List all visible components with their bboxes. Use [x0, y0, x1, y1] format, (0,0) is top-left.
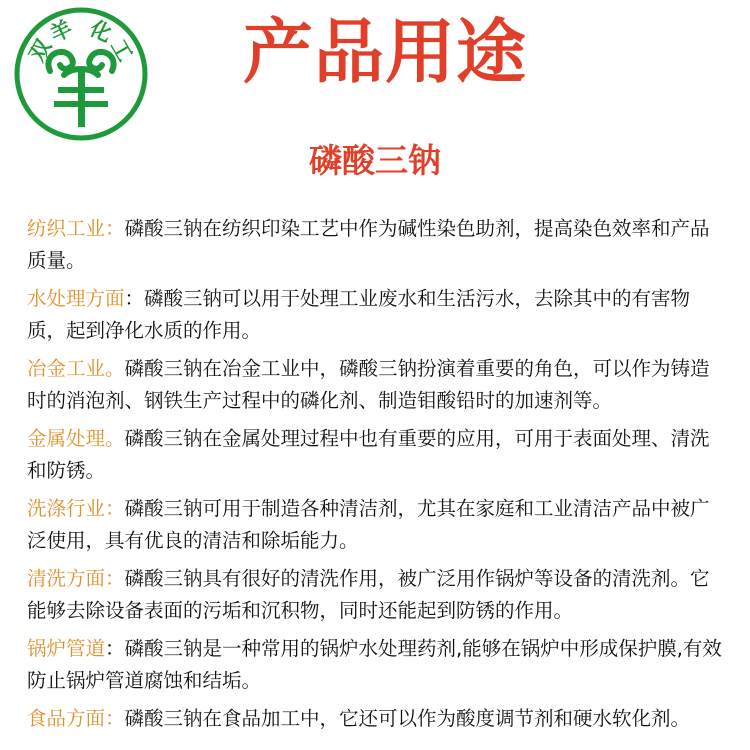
usage-item-text: 磷酸三钠在食品加工中，它还可以作为酸度调节剂和硬水软化剂。 — [124, 707, 691, 730]
usage-item-text: 磷酸三钠具有很好的清洗作用，被广泛用作锅炉等设备的清洗剂。它能够去除设备表面的污垢和沉积物，同时还能起到防锈的作用。 — [27, 567, 710, 622]
page-title-text: 产品用途 — [243, 11, 527, 93]
usage-item-label: 冶金工业。 — [27, 357, 125, 380]
usage-item-text: 磷酸三钠在纺织印染工艺中作为碱性染色助剂，提高染色效率和产品质量。 — [27, 217, 710, 272]
usage-item-label: 金属处理。 — [27, 427, 125, 450]
usage-item-label: 洗涤行业： — [27, 497, 125, 520]
usage-item-label: 清洗方面： — [27, 567, 125, 590]
product-name: 磷酸三钠 — [309, 141, 441, 180]
usage-item — [27, 283, 727, 347]
usage-item — [27, 703, 727, 735]
usage-item — [27, 633, 727, 697]
usage-list — [27, 213, 727, 741]
usage-item-label: 纺织工业： — [27, 217, 125, 240]
usage-item — [27, 423, 727, 487]
logo-char: 羊 — [46, 16, 76, 47]
usage-item — [27, 493, 727, 557]
usage-item — [27, 213, 727, 277]
usage-item-label: 锅炉管道 — [27, 637, 106, 660]
usage-item — [27, 353, 727, 417]
usage-item-label: 食品方面： — [27, 707, 125, 730]
usage-item-text: 磷酸三钠可用于制造各种清洁剂，尤其在家庭和工业清洁产品中被广泛使用，具有优良的清洁和除垢能力。 — [27, 497, 710, 552]
usage-item-text: 磷酸三钠在金属处理过程中也有重要的应用，可用于表面处理、清洗和防锈。 — [27, 427, 710, 482]
usage-item — [27, 563, 727, 627]
logo-char: 工 — [106, 35, 138, 66]
usage-item-text: 磷酸三钠在冶金工业中，磷酸三钠扮演着重要的角色，可以作为铸造时的消泡剂、钢铁生产过程中的磷化剂、制造钼酸铅时的加速剂等。 — [27, 357, 710, 412]
usage-item-text: ：磷酸三钠是一种常用的锅炉水处理药剂,能够在锅炉中形成保护膜,有效防止锅炉管道腐蚀和结垢。 — [27, 637, 722, 692]
logo-char: 双 — [24, 35, 56, 66]
usage-item-label: 水处理方面 — [27, 287, 125, 310]
page-title — [0, 2, 750, 102]
usage-item-text: ：磷酸三钠可以用于处理工业废水和生活污水，去除其中的有害物质，起到净化水质的作用。 — [27, 287, 691, 342]
logo-char: 化 — [86, 16, 116, 47]
